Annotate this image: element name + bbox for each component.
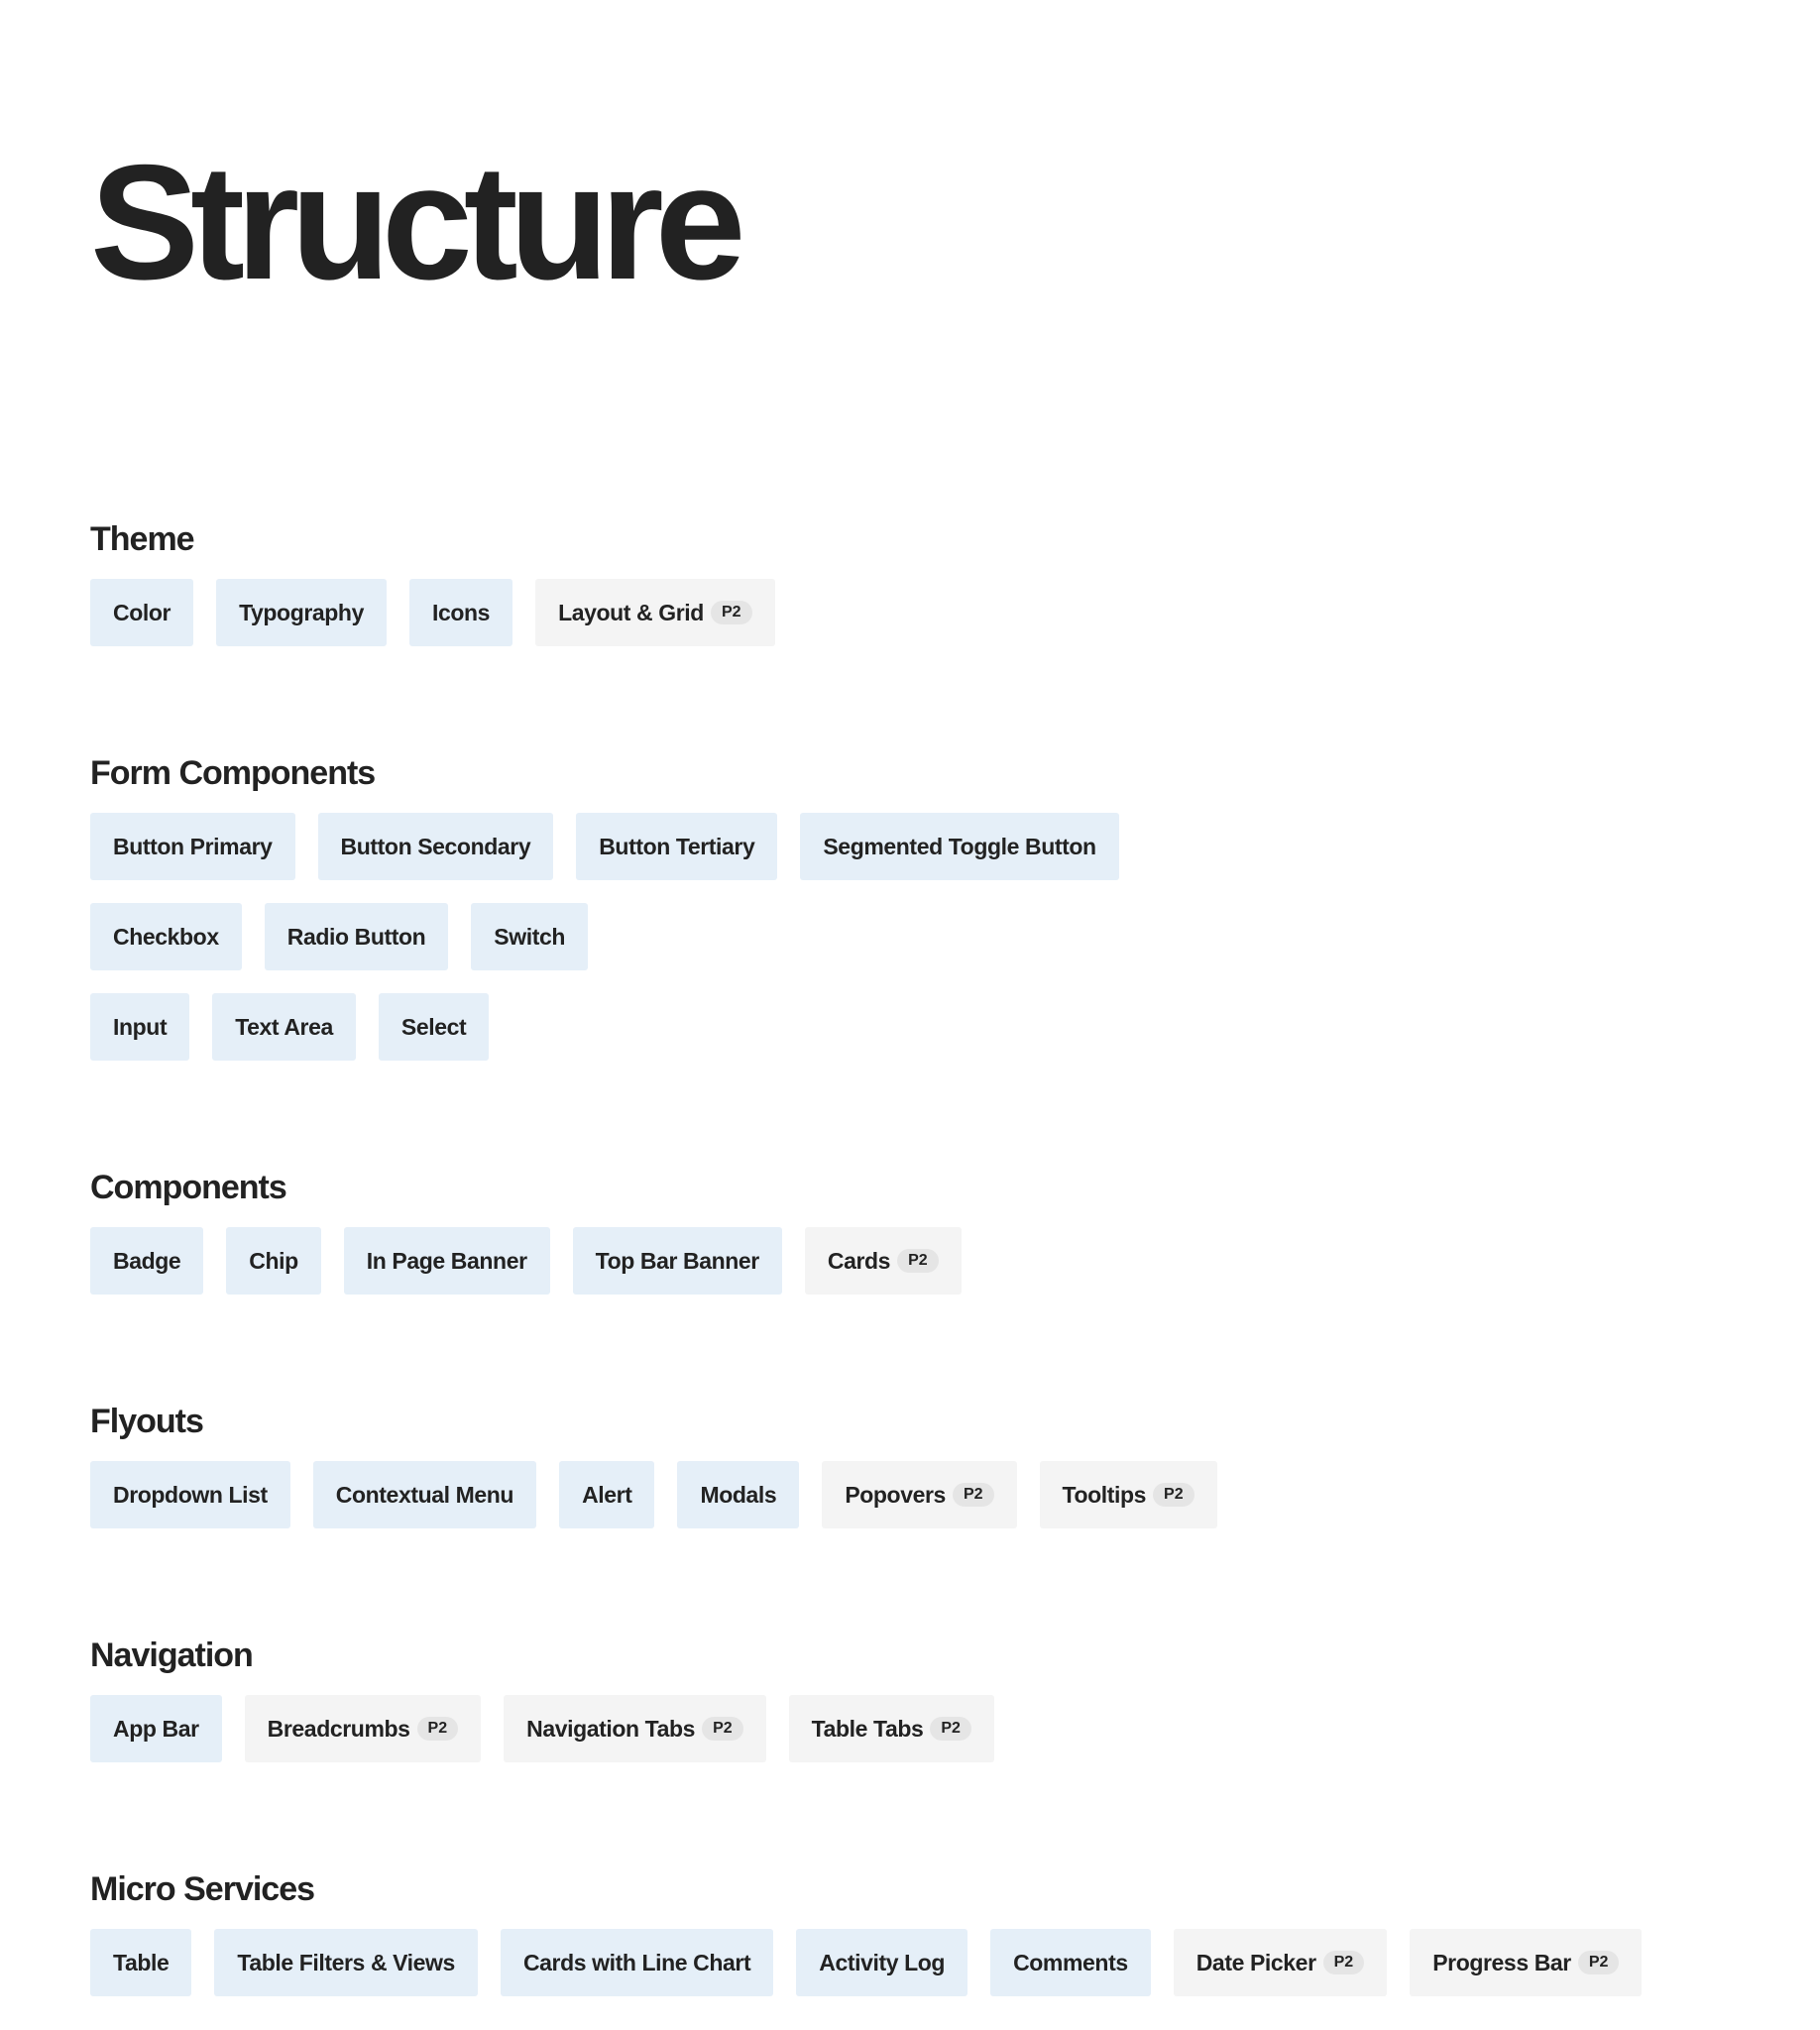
chip-label: Chip — [249, 1247, 298, 1274]
chip-label: Badge — [113, 1247, 181, 1274]
chip-label: Table Tabs — [811, 1715, 924, 1742]
chip-label: Segmented Toggle Button — [823, 833, 1096, 859]
priority-badge: P2 — [417, 1717, 459, 1741]
chip-label: Button Secondary — [340, 833, 531, 859]
chip-label: Contextual Menu — [335, 1481, 514, 1508]
chip-label: Tooltips — [1062, 1481, 1147, 1508]
chip-label: Typography — [239, 599, 364, 625]
chip-rows — [90, 579, 1820, 646]
chip-label: Button Primary — [113, 833, 273, 859]
chip-row — [90, 1461, 1820, 1528]
chip-comments[interactable] — [990, 1929, 1151, 1996]
chip-rows — [90, 1929, 1820, 1996]
chip-label: Breadcrumbs — [267, 1715, 410, 1742]
chip-label: Popovers — [845, 1481, 946, 1508]
chip-label: Navigation Tabs — [526, 1715, 696, 1742]
chip-label: App Bar — [113, 1715, 199, 1742]
chip-top-bar-banner[interactable] — [573, 1227, 782, 1295]
chip-label: Date Picker — [1195, 1949, 1316, 1975]
section-theme — [90, 519, 1820, 646]
chip-text-area[interactable] — [212, 993, 356, 1061]
section-title: Flyouts — [90, 1403, 203, 1440]
priority-badge: P2 — [1323, 1951, 1365, 1974]
chip-label: Cards — [827, 1247, 891, 1274]
chip-popovers[interactable] — [822, 1461, 1016, 1528]
chip-label: Select — [400, 1013, 467, 1040]
priority-badge: P2 — [897, 1249, 939, 1273]
section-components — [90, 1168, 1820, 1295]
chip-cards[interactable] — [805, 1227, 962, 1295]
chip-chip[interactable] — [226, 1227, 321, 1295]
chip-input[interactable] — [90, 993, 189, 1061]
chip-radio-button[interactable] — [265, 903, 449, 970]
priority-badge: P2 — [702, 1717, 743, 1741]
chip-rows — [90, 1227, 1820, 1295]
section-micro-services — [90, 1869, 1820, 1996]
chip-button-tertiary[interactable] — [576, 813, 777, 880]
section-form-components — [90, 753, 1820, 1061]
chip-label: Table — [113, 1949, 170, 1975]
chip-row — [90, 1227, 1820, 1295]
section-title: Navigation — [90, 1636, 253, 1674]
chip-label: Dropdown List — [113, 1481, 268, 1508]
chip-segmented-toggle-button[interactable] — [800, 813, 1118, 880]
chip-table-filters-and-views[interactable] — [214, 1929, 478, 1996]
priority-badge: P2 — [1153, 1483, 1194, 1507]
chip-row — [90, 579, 1820, 646]
chip-label: Comments — [1013, 1949, 1128, 1975]
chip-label: Button Tertiary — [599, 833, 755, 859]
chip-button-primary[interactable] — [90, 813, 295, 880]
chip-breadcrumbs[interactable] — [245, 1695, 481, 1762]
chip-icons[interactable] — [409, 579, 512, 646]
chip-label: Text Area — [235, 1013, 333, 1040]
chip-row — [90, 1929, 1820, 1996]
chip-checkbox[interactable] — [90, 903, 242, 970]
chip-cards-with-line-chart[interactable] — [501, 1929, 773, 1996]
chip-label: Activity Log — [819, 1949, 946, 1975]
chip-label: Color — [113, 599, 171, 625]
priority-badge: P2 — [1578, 1951, 1620, 1974]
chip-row — [90, 813, 1820, 880]
chip-activity-log[interactable] — [796, 1929, 967, 1996]
priority-badge: P2 — [711, 601, 752, 624]
chip-table[interactable] — [90, 1929, 191, 1996]
chip-label: Progress Bar — [1432, 1949, 1571, 1975]
chip-label: Cards with Line Chart — [522, 1949, 751, 1975]
priority-badge: P2 — [953, 1483, 994, 1507]
chip-alert[interactable] — [559, 1461, 654, 1528]
section-title: Micro Services — [90, 1870, 315, 1908]
chip-label: Layout & Grid — [558, 599, 704, 625]
chip-tooltips[interactable] — [1040, 1461, 1217, 1528]
chip-label: Switch — [494, 923, 566, 950]
chip-rows — [90, 1461, 1820, 1528]
chip-typography[interactable] — [216, 579, 387, 646]
chip-rows — [90, 1695, 1820, 1762]
chip-label: Icons — [431, 599, 491, 625]
section-title: Form Components — [90, 754, 376, 792]
chip-button-secondary[interactable] — [318, 813, 554, 880]
chip-label: Table Filters & Views — [237, 1949, 455, 1975]
chip-modals[interactable] — [677, 1461, 799, 1528]
chip-color[interactable] — [90, 579, 193, 646]
priority-badge: P2 — [930, 1717, 971, 1741]
chip-contextual-menu[interactable] — [313, 1461, 536, 1528]
chip-layout-and-grid[interactable] — [535, 579, 774, 646]
chip-row — [90, 1695, 1820, 1762]
chip-dropdown-list[interactable] — [90, 1461, 290, 1528]
chip-table-tabs[interactable] — [789, 1695, 994, 1762]
chip-date-picker[interactable] — [1174, 1929, 1387, 1996]
chip-badge[interactable] — [90, 1227, 203, 1295]
section-navigation — [90, 1635, 1820, 1762]
chip-row — [90, 993, 1820, 1061]
section-title: Theme — [90, 520, 194, 558]
chip-label: Top Bar Banner — [595, 1247, 759, 1274]
chip-label: Modals — [700, 1481, 777, 1508]
chip-rows — [90, 813, 1820, 1061]
chip-progress-bar[interactable] — [1410, 1929, 1642, 1996]
section-title: Components — [90, 1169, 286, 1206]
section-flyouts — [90, 1402, 1820, 1528]
chip-label: In Page Banner — [366, 1247, 527, 1274]
chip-label: Input — [113, 1013, 168, 1040]
chip-label: Alert — [582, 1481, 632, 1508]
chip-label: Checkbox — [113, 923, 219, 950]
chip-row — [90, 903, 1820, 970]
chip-select[interactable] — [379, 993, 489, 1061]
chip-app-bar[interactable] — [90, 1695, 222, 1762]
chip-switch[interactable] — [471, 903, 588, 970]
chip-in-page-banner[interactable] — [344, 1227, 550, 1295]
page-title: Structure — [90, 131, 738, 313]
chip-label: Radio Button — [286, 923, 426, 950]
chip-navigation-tabs[interactable] — [504, 1695, 766, 1762]
